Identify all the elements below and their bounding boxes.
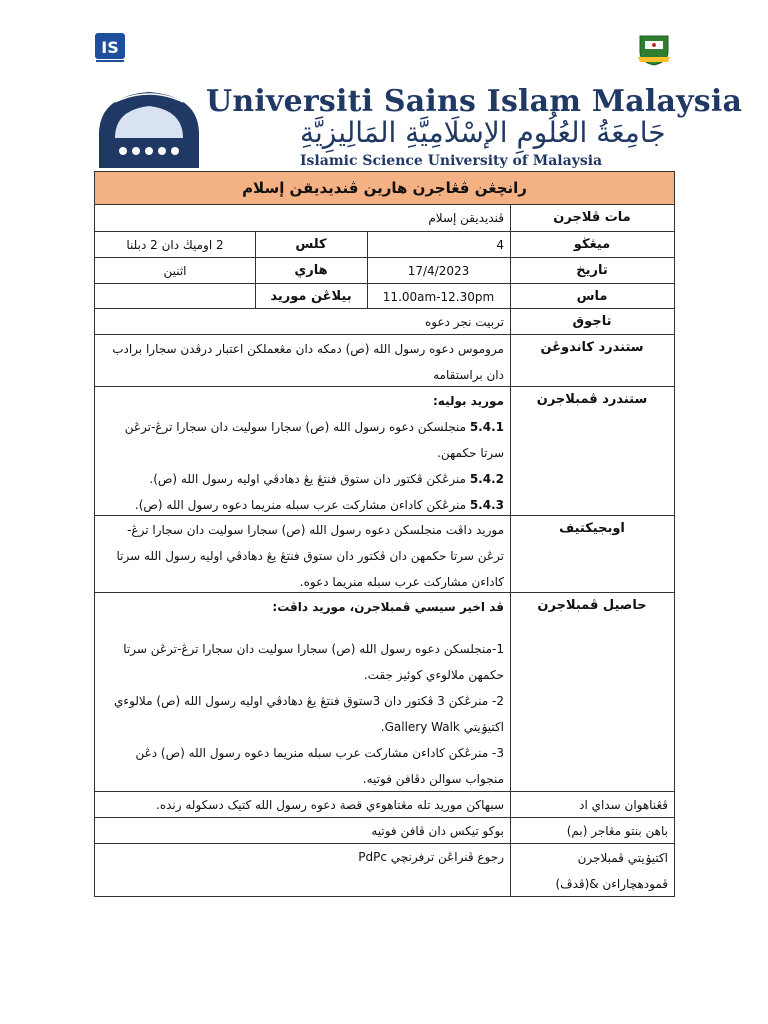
- learning-standard-content: [95, 386, 510, 515]
- learning-standard-item: 5.4.3 منرڠکن کاداءن مشارکت عرب سبله منريما دعوه رسول الله (ص).: [134, 498, 504, 512]
- activities-label-line-1: اکتيۏيتي ڤمبلاجرن: [577, 851, 668, 865]
- day-label: هاري: [294, 263, 328, 278]
- learning-outcome-label: حاصيل ڤمبلاجرن: [537, 598, 647, 613]
- school-crest-icon: [636, 32, 672, 66]
- day-value: اثنين: [163, 264, 187, 278]
- usim-dome-logo: [95, 88, 203, 168]
- activities-label-line-2: ڤمودهچاراءن &(ڤدڤ): [555, 877, 668, 891]
- set-induction-value: سبهاکن موريد تله مڠتاهوءي قصة دعوه رسول الله کتيک دسکوله رنده.: [156, 798, 504, 812]
- students-value: [95, 283, 255, 308]
- date-label: تاريخ: [576, 263, 608, 278]
- week-value: 4: [496, 238, 504, 252]
- activities-label: [510, 843, 674, 896]
- students-label: بيلاڠن موريد: [270, 289, 352, 304]
- university-name-subtitle: Islamic Science University of Malaysia: [300, 153, 603, 169]
- time-label: ماس: [576, 289, 608, 304]
- learning-outcome-item: 2- منرڠکن 3 ڤکتور دان 3ستوق فنتڠ يڠ دهادڤي اوليه رسول الله (ص) ملالوءي اکتيۏيتي Gallery Walk.: [114, 694, 504, 734]
- content-standard-label: ستندرد کاندوڠن: [540, 340, 644, 355]
- topic-value: تربيت نجر دعوه: [424, 315, 504, 329]
- table-title-row: [95, 172, 674, 205]
- time-value: 11.00am-12.30pm: [382, 290, 495, 304]
- materials-label: باهن بنتو مڠاجر (بم): [566, 824, 668, 838]
- lesson-plan-table: [94, 171, 675, 897]
- learning-standard-intro: موريد بوليه:: [433, 394, 504, 408]
- university-name-ar: جَامِعَةُ العُلُومِ الإسْلَامِيَّةِ المَالِيزِيَّةِ: [300, 116, 666, 149]
- is-logo: [94, 31, 126, 63]
- learning-outcome-item: 1-منجلسکن دعوه رسول الله (ص) سجارا سوليت دان سجارا ترڠ-ترڠن سرتا حکمهن ملالوءي کوئيز جقت.: [123, 642, 504, 682]
- learning-standard-item: 5.4.2 منرڠکن ڤکتور دان ستوق فنتڠ يڠ دهادڤي اوليه رسول الله (ص).: [149, 472, 504, 486]
- topic-label: تاجوق: [572, 314, 612, 329]
- learning-standard-label: ستندرد ڤمبلاجرن: [536, 392, 648, 407]
- activities-value: رجوع ڤنراڠن ترفرنچي PdPc: [358, 850, 504, 864]
- learning-outcome-content: [95, 592, 510, 791]
- learning-outcome-intro: ڤد اخير سيسي ڤمبلاجرن، موريد داڤت:: [272, 600, 504, 614]
- objective-value: موريد داڤت منجلسکن دعوه رسول الله (ص) سجارا سوليت دان سجارا ترڠ-ترڠن سرتا حکمهن دان ڤکتور دان ستوق فنتڠ يڠ دهادڤي اوليه رسول الله سرتا کاداءن مشارکت عرب سبله منريما دعوه.: [116, 523, 504, 589]
- set-induction-label: ڤڠناهوان سداي اد: [579, 798, 668, 812]
- lesson-plan-title: رانچڠن ڤڠاجرن هارين ڤنديديقن إسلام: [242, 179, 527, 197]
- date-value: 17/4/2023: [407, 264, 470, 278]
- svg-text:IS: IS: [101, 38, 119, 57]
- materials-value: بوکو تيکس دان ڤافن فوتيه: [371, 824, 504, 838]
- class-label: کلس: [295, 237, 327, 252]
- university-name-en: Universiti Sains Islam Malaysia: [206, 84, 743, 119]
- class-value: 2 اوميڬ دان 2 دبلنا: [126, 238, 224, 252]
- week-label: ميڠڬو: [573, 237, 611, 252]
- objective-label: اوبجيکتيف: [559, 521, 625, 536]
- content-standard-value: مروموس دعوه رسول الله (ص) دمکه دان مڠعملکن اعتبار درڤدن سجارا برادب دان براستقامه: [112, 342, 504, 382]
- learning-outcome-item: 3- منرڠکن کاداءن مشارکت عرب سبله منريما دعوه رسول الله (ص) دڠن منجواب سوالن دڤافن فوتيه.: [135, 746, 504, 786]
- subject-value: ڤنديديقن إسلام: [428, 211, 504, 225]
- subject-label: مات ڤلاجرن: [553, 210, 631, 225]
- learning-standard-item: 5.4.1 منجلسکن دعوه رسول الله (ص) سجارا سوليت دان سجارا ترڠ-ترڠن سرتا حکمهن.: [124, 420, 504, 460]
